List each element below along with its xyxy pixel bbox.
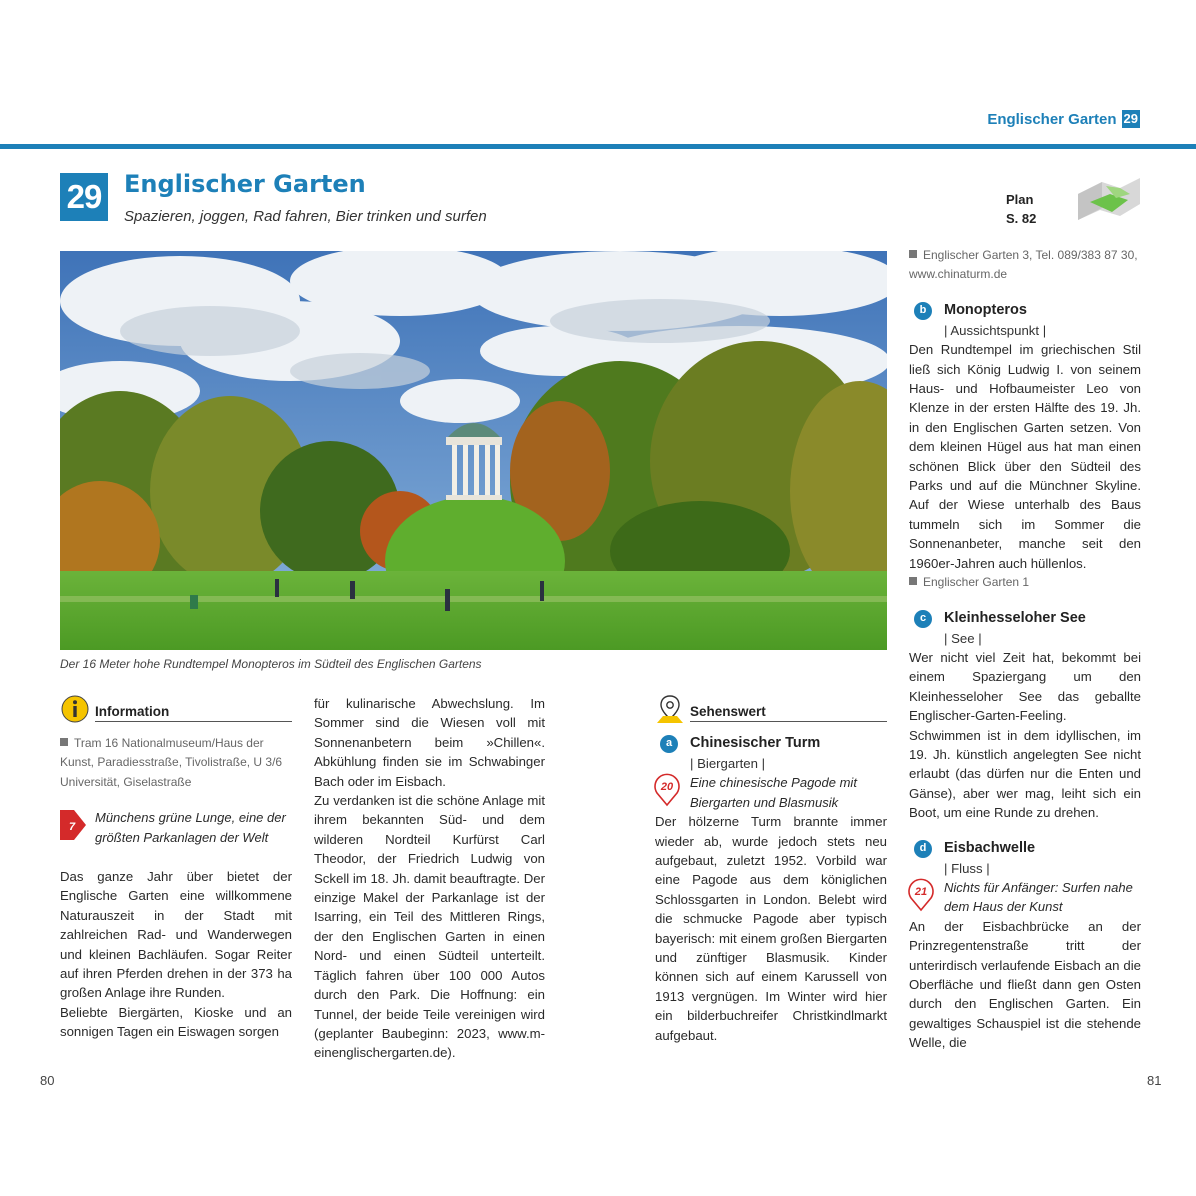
monopteros-photo-illustration — [60, 251, 887, 650]
poi-meta: Englischer Garten 3, Tel. 089/383 87 30, www.chinaturm.de — [909, 248, 1138, 282]
section-rule — [690, 721, 887, 722]
map-icon — [1076, 172, 1142, 222]
poi-chinesischer-turm — [655, 732, 887, 754]
information-paragraph-1: Das ganze Jahr über bietet der Englische Garten eine willkommene Naturauszeit in der Stadt mit zahlreichen Rad- und Wanderwegen und kleinen Bachläufen. Sogar Reiter auf ihren Pferden drehen in der 373 ha großen Anlage ihre Runden. — [60, 869, 292, 1001]
tip-pin-icon — [653, 773, 681, 807]
sehenswert-column — [655, 694, 887, 1045]
tip-text: Nichts für Anfänger: Surfen nahe dem Haus der Kunst — [944, 879, 1133, 915]
park-photo — [60, 251, 887, 650]
running-head-title: Englischer Garten — [987, 110, 1117, 128]
poi-eisbachwelle — [909, 837, 1141, 859]
tip-text: Eine chinesische Pagode mit Biergarten und Blasmusik — [690, 775, 857, 810]
poi-monopteros — [909, 299, 1141, 321]
tip-number: 20 — [660, 781, 674, 794]
information-heading — [60, 694, 292, 724]
information-paragraph-2: Beliebte Biergärten, Kioske und an sonnigen Tagen ein Eiswagen sorgen — [60, 1004, 292, 1040]
poi-name: Chinesischer Turm — [690, 735, 821, 751]
poi-letter-badge: d — [914, 840, 932, 858]
sehenswert-column-continued — [909, 246, 1141, 1053]
tip-pin-icon — [907, 878, 935, 912]
photo-caption: Der 16 Meter hohe Rundtempel Monopteros im Südteil des Englischen Gartens — [60, 657, 482, 671]
highlight-box — [60, 808, 292, 847]
transport-info: Tram 16 Nationalmuseum/Haus der Kunst, Paradiesstraße, Tivolistraße, U 3/6 Universität, Giselastraße — [60, 736, 283, 789]
poi-tip — [655, 773, 887, 812]
poi-tip — [909, 878, 1141, 917]
sehenswert-label: Sehenswert — [690, 704, 766, 719]
information-column — [60, 694, 292, 1042]
plan-label: Plan — [1006, 192, 1034, 207]
running-head — [987, 110, 1140, 128]
chapter-subtitle: Spazieren, joggen, Rad fahren, Bier trinken und surfen — [124, 208, 487, 225]
poi-category: | Biergarten | — [690, 756, 766, 771]
highlight-number: 7 — [69, 821, 76, 834]
page-number-left: 80 — [40, 1073, 55, 1088]
poi-kleinhesseloher-see — [909, 607, 1141, 629]
column2-paragraph-2: Zu verdanken ist die schöne Anlage mit ihrem bekannten Süd- und dem wilderen Nordteil Kurfürst Carl Theodor, der Friedrich Ludwig von Sckell im 18. Jh. damit beauftragte. Der einzige Makel der Parkanlage ist der Isarring, ein Teil des Mittleren Rings, der den Englischen Garten in einen Nord- und einen Südteil unterteilt. Täglich fahren über 100 000 Autos durch den Park. Die Hoffnung: ein Tunnel, der beide Teile vereinigen wird (geplanter Baubeginn: 2023, www.m-einenglischergarten.de). — [314, 793, 545, 1061]
poi-text: Den Rundtempel im griechischen Stil ließ sich König Ludwig I. von seinem Haus- und Hofbaumeister Leo von Klenze in der ersten Hälfte des 19. Jh. in den Englischen Garten setzen. Von dem kleinen Hügel aus hat man einen schönen Blick über den Südteil des Parks und auf die Münchner Skyline. Auf der Wiese unterhalb des Baus tummeln sich im Sommer die Sonnenanbeter, manche seit den 1960er-Jahren auch hüllenlos. — [909, 342, 1141, 571]
chapter-title: Englischer Garten — [124, 170, 366, 198]
poi-name: Eisbachwelle — [944, 839, 1036, 856]
poi-category: | Aussichtspunkt | — [944, 322, 1047, 338]
text-column-2 — [314, 694, 545, 1063]
chapter-number-badge: 29 — [60, 173, 108, 221]
highlight-arrow-icon — [60, 810, 86, 840]
tip-number: 21 — [914, 885, 928, 898]
top-rule — [0, 144, 1196, 149]
poi-category: | See | — [944, 630, 982, 646]
column2-paragraph-1: für kulinarische Abwechslung. Im Sommer sind die Wiesen voll mit Sonnenanbetern beim »Chillen«. Abkühlung finden sie im Schwabinger Bach oder im Eisbach. — [314, 696, 545, 789]
poi-text: Der hölzerne Turm brannte immer wieder ab, wurde jedoch stets neu aufgebaut, zuletzt 1952. Vorbild war eine Pagode aus dem königlichen Schlossgarten in London. Belebt wird die schmucke Pagode aber typisch bayerisch: mit einem großen Biergarten und zünftiger Blasmusik. Kinder können sich auf einem Karussell von 1913 vergnügen. Im Winter wird hier ein bilderbuchreifer Christkindlmarkt aufgebaut. — [655, 814, 887, 1043]
poi-name: Kleinhesseloher See — [944, 609, 1086, 626]
info-icon — [60, 694, 90, 724]
running-head-number: 29 — [1123, 111, 1138, 126]
bullet-square-icon — [909, 250, 917, 258]
highlight-text: Münchens grüne Lunge, eine der größten Parkanlagen der Welt — [95, 810, 286, 845]
poi-text: An der Eisbachbrücke an der Prinzregentenstraße tritt der unterirdisch verlaufende Eisbach an die Oberfläche und fließt dann gen Osten durch den Englischen Garten. Ein gewaltiges Schauspiel ist die stehende Welle, die — [909, 918, 1141, 1051]
poi-letter-badge: c — [914, 610, 932, 628]
poi-category: | Fluss | — [944, 860, 990, 876]
poi-letter-badge: b — [914, 302, 932, 320]
information-label: Information — [95, 704, 170, 719]
sehenswert-heading — [655, 694, 887, 724]
bullet-square-icon — [909, 577, 917, 585]
bullet-square-icon — [60, 738, 68, 746]
plan-page: S. 82 — [1006, 211, 1037, 226]
poi-name: Monopteros — [944, 301, 1027, 318]
location-pin-icon — [655, 694, 685, 724]
poi-text: Wer nicht viel Zeit hat, bekommt bei einem Spaziergang um den Kleinhesseloher See das geballte Englischer-Garten-Feeling. Schwimmen ist in dem idyllischen, im 19. Jh. künstlich angelegten See nicht erlaubt (das dürfen nur die Enten und Gänse), aber wer mag, leiht sich ein Boot, um eine Runde zu drehen. — [909, 649, 1141, 821]
poi-letter-badge: a — [660, 735, 678, 753]
page-number-right: 81 — [1147, 1073, 1162, 1088]
plan-reference — [1006, 190, 1036, 228]
section-rule — [95, 721, 292, 722]
poi-meta: Englischer Garten 1 — [909, 573, 1141, 592]
